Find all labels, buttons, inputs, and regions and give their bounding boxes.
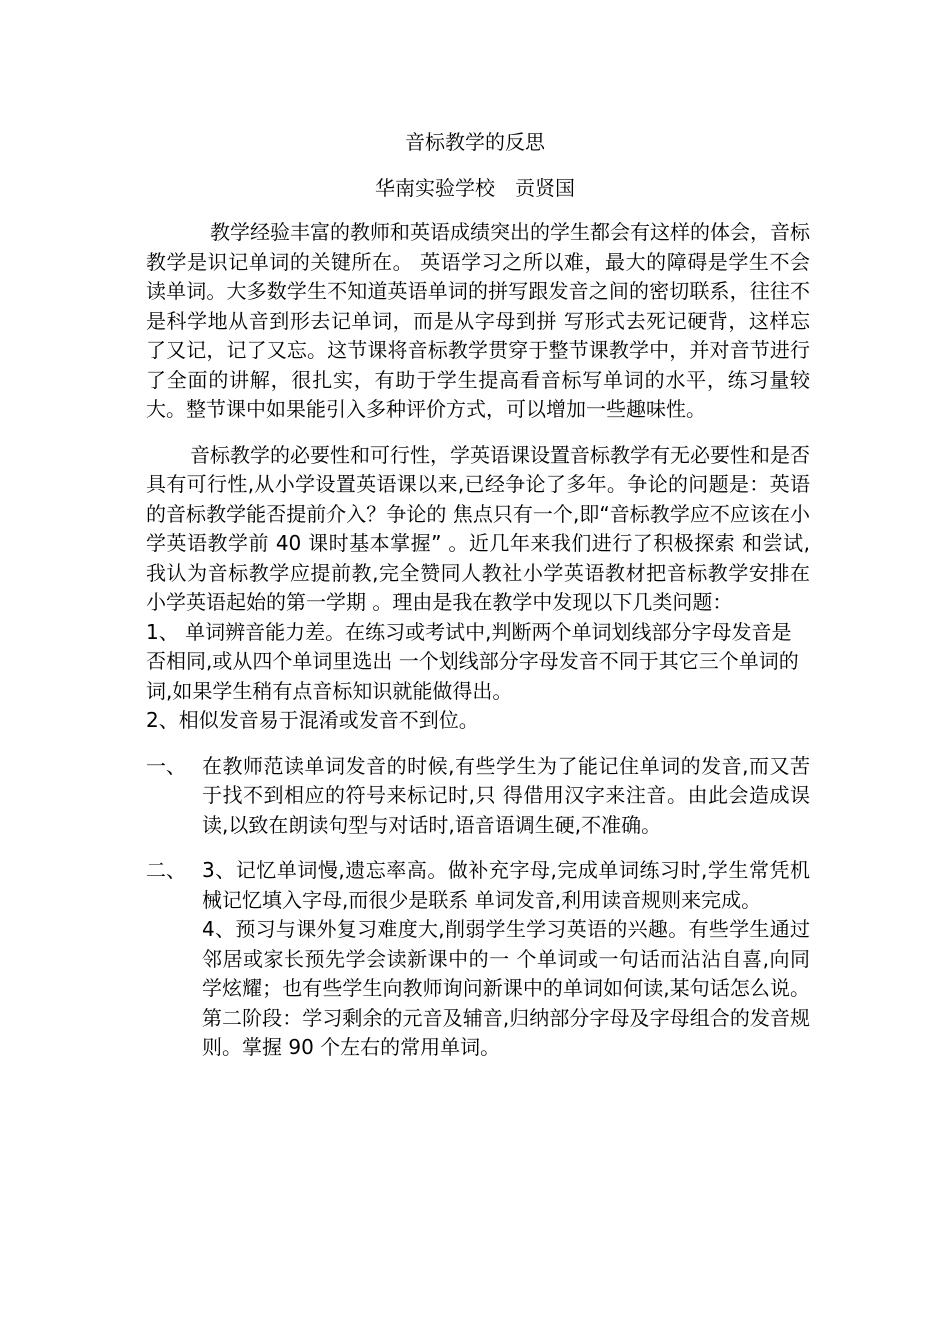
document-body [146, 218, 810, 1079]
document-title: 音标教学的反思 [405, 130, 545, 154]
paragraph-2: 音标教学的必要性和可行性，学英语课设置音标教学有无必要性和是否具有可行性,从小学设置英语课以来,已经争论了多年。争论的问题是：英语的音标教学能否提前介入？争论的 焦点只有一个,即“音标教学应不应该在小学英语教学前 40 课时基本掌握” 。近几年来我们进行了积极探索 和尝试,我认为音标教学应提前教,完全赞同人教社小学英语教材把音标教学安排在小学英语起始的第一学期 。理由是我在教学中发现以下几类问题： [146, 442, 810, 614]
author-line: 华南实验学校 贡贤国 [375, 176, 575, 200]
list-marker: 一、 [146, 753, 186, 778]
paragraph-1: 教学经验丰富的教师和英语成绩突出的学生都会有这样的体会，音标教学是识记单词的关键所在。 英语学习之所以难，最大的障碍是学生不会读单词。大多数学生不知道英语单词的拼写跟发音之间的密切联系，往往不是科学地从音到形去记单词，而是从字母到拼 写形式去死记硬背，这样忘了又记，记了又忘。这节课将音标教学贯穿于整节课教学中，并对音节进行了全面的讲解，很扎实，有助于学生提高看音标写单词的水平，练习量较大。整节课中如果能引入多种评价方式，可以增加一些趣味性。 [146, 220, 810, 421]
list-item-text: 在教师范读单词发音的时候,有些学生为了能记住单词的发音,而又苦于找不到相应的符号来标记时,只 得借用汉字来注音。由此会造成误读,以致在朗读句型与对话时,语音语调生硬,不准确。 [202, 753, 810, 837]
point-1: 1、 单词辨音能力差。在练习或考试中,判断两个单词划线部分字母发音是否相同,或从四个单词里选出 一个划线部分字母发音不同于其它三个单词的词,如果学生稍有点音标知识就能做得出。 [146, 619, 799, 703]
point-2: 2、相似发音易于混淆或发音不到位。 [146, 708, 479, 732]
list-item [146, 752, 810, 841]
numbered-list [146, 752, 810, 1063]
list-item-text: 4、预习与课外复习难度大,削弱学生学习英语的兴趣。有些学生通过邻居或家长预先学会读新课中的一 个单词或一句话而沾沾自喜,向同学炫耀；也有些学生向教师询问新课中的单词如何读,某句话怎么说。第二阶段：学习剩余的元音及辅音,归纳部分字母及字母组合的发音规则。掌握 90 个左右的常用单词。 [202, 917, 810, 1059]
list-item [146, 856, 810, 1063]
list-marker: 二、 [146, 858, 186, 882]
list-item-text: 3、记忆单词慢,遗忘率高。做补充字母,完成单词练习时,学生常凭机械记忆填入字母,而很少是联系 单词发音,利用读音规则来完成。 [202, 858, 810, 912]
